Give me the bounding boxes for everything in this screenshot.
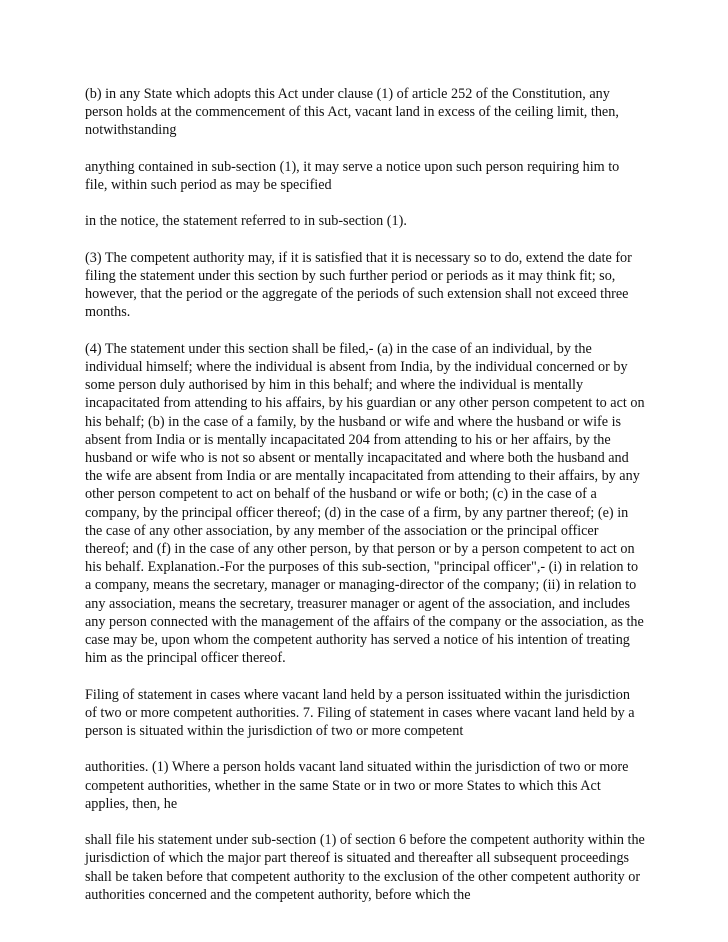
document-page: [85, 85, 645, 904]
paragraph-section-4: (4) The statement under this section shall be filed,- (a) in the case of an individual, by the individual himself; where the individual is absent from India, by the individual concerned or by some person duly authorised by him in this behalf; and where the individual is mentally incapacitated from attending to his affairs, by his guardian or any other person competent to act on his behalf; (b) in the case of a family, by the husband or wife and where the husband or wife is absent from India or is mentally incapacitated 204 from attending to his or her affairs, by the husband or wife who is not so absent or mentally incapacitated and where both the husband and the wife are absent from India or are mentally incapacitated from attending to their affairs, by any other person competent to act on behalf of the husband or wife or both; (c) in the case of a company, by the principal officer thereof; (d) in the case of a firm, by any partner thereof; (e) in the case of any other association, by any member of the association or the principal officer thereof; and (f) in the case of any other person, by that person or by a person competent to act on his behalf. Explanation.-For the purposes of this sub-section, "principal officer",- (i) in relation to a company, means the secretary, manager or managing-director of the company; (ii) in relation to any association, means the secretary, treasurer manager or agent of the association, and includes any person connected with the management of the affairs of the company or the association, as the case may be, upon whom the competent authority has served a notice of his intention of treating him as the principal officer thereof.: [85, 340, 645, 667]
paragraph-section-3: (3) The competent authority may, if it is satisfied that it is necessary so to do, extend the date for filing the statement under this section by such further period or periods as it may think fit; so, however, that the period or the aggregate of the periods of such extension shall not exceed three months.: [85, 249, 632, 321]
paragraph-clause-b: (b) in any State which adopts this Act under clause (1) of article 252 of the Constitution, any person holds at the commencement of this Act, vacant land in excess of the ceiling limit, then, notwithstanding: [85, 86, 619, 139]
paragraph-authorities-1: authorities. (1) Where a person holds vacant land situated within the jurisdiction of two or more competent authorities, whether in the same State or in two or more States to which this Act applies, then, he: [85, 759, 629, 812]
paragraph-notice-statement: in the notice, the statement referred to in sub-section (1).: [85, 213, 407, 230]
paragraph-notice-continuation: anything contained in sub-section (1), it may serve a notice upon such person requiring him to file, within such period as may be specified: [85, 158, 620, 193]
paragraph-file-statement: shall file his statement under sub-section (1) of section 6 before the competent authority within the jurisdiction of which the major part thereof is situated and thereafter all subsequent proceedings shall be taken before that competent authority to the exclusion of the other competent authority or authorities concerned and the competent authority, before which the: [85, 832, 645, 903]
paragraph-filing-heading: Filing of statement in cases where vacant land held by a person issituated within the jurisdiction of two or more competent authorities. 7. Filing of statement in cases where vacant land held by a person is situated within the jurisdiction of two or more competent: [85, 686, 635, 740]
